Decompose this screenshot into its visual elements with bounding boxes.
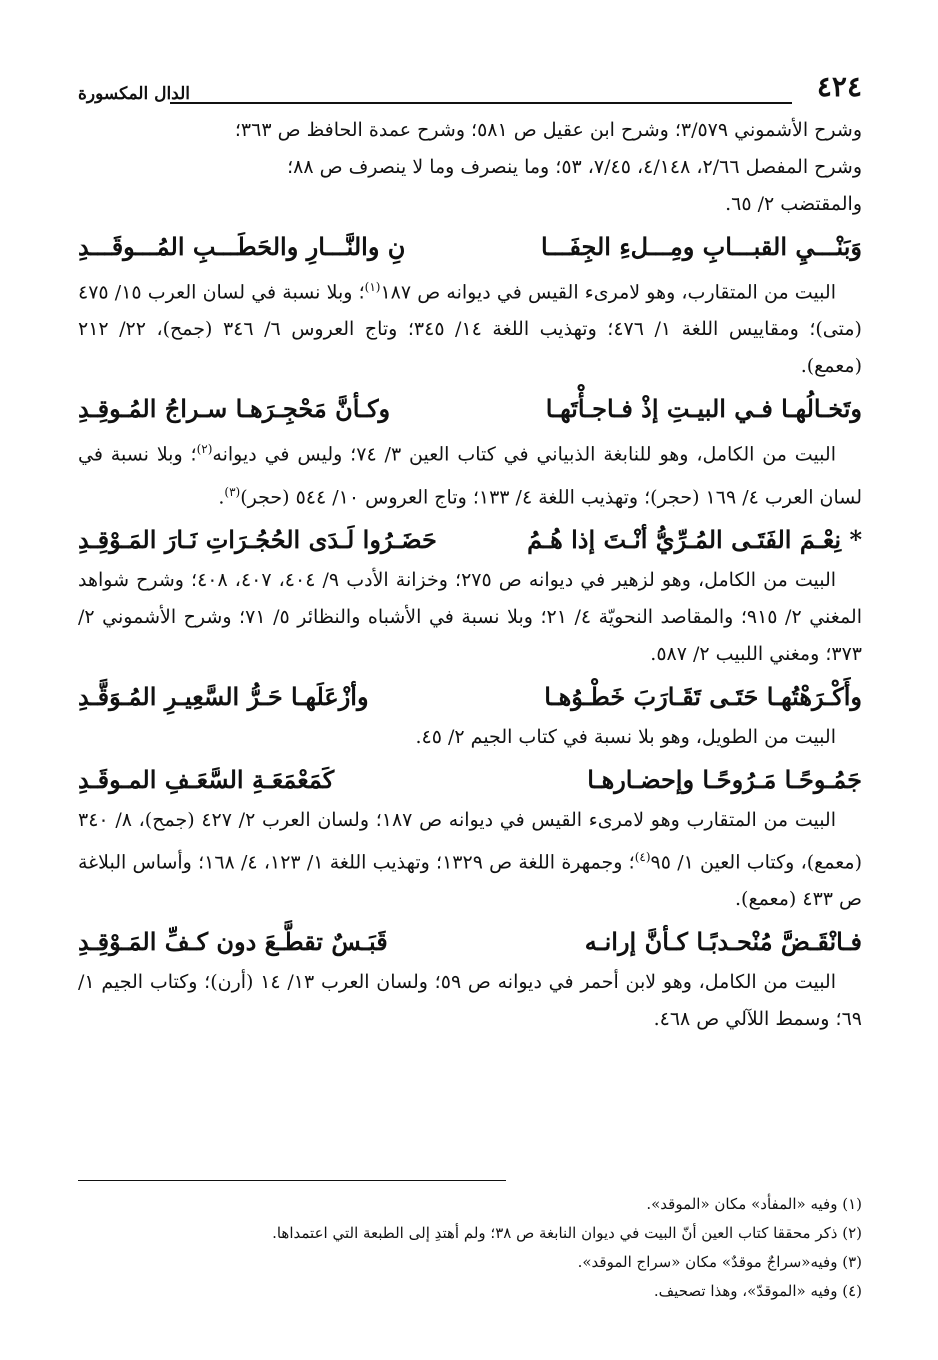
verse-first-hemistich: وَبَنْـــيِ القبـــابِ ومِـــلءِ الجِفَـــا <box>540 232 862 261</box>
verse-second-hemistich: قَبَـسٌ تقطَّـعَ دون كـفِّ المَـوْقِـدِ <box>78 927 388 957</box>
verse-entry <box>78 389 862 516</box>
intro-line: وشرح المفصل ٢/٦٦، ٤/١٤٨، ٧/٤٥، ٥٣؛ وما ينصرف وما لا ينصرف ص ٨٨؛ <box>287 156 862 178</box>
intro-line: وشرح الأشموني ٣/٥٧٩؛ وشرح ابن عقيل ص ٥٨١؛ وشرح عمدة الحافظ ص ٣٦٣؛ <box>234 119 862 141</box>
verse-line <box>78 760 862 800</box>
verse-second-hemistich: كَمَعْمَعَـةِ السَّعَـفِ المـوقَـدِ <box>78 764 335 794</box>
header-rule <box>170 102 792 104</box>
verse-second-hemistich: حَضَـرُوا لَـدَى الحُجُـرَاتِ نَـارَ المَـوْقِـدِ <box>78 524 437 554</box>
verse-first-hemistich: وتَخـالُهـا فـي البيـتِ إذْ فـاجـأْتَهـا <box>545 394 862 424</box>
verse-entry <box>78 520 862 673</box>
verse-second-hemistich: وكـأنَّ مَحْجِـرَهـا سـراجُ المُـوقِـدِ <box>78 394 391 424</box>
verse-line <box>78 389 862 429</box>
verse-line <box>78 922 862 962</box>
verse-commentary: البيت من المتقارب، وهو لامرىء القيس في ديوانه ص ١٨٧$^{(١)}$؛ وبلا نسبة في لسان العرب ١٥/ ٤٧٥ (متى)؛ ومقاييس اللغة ١/ ٤٧٦؛ وتهذيب اللغة ١٤/ ٣٤٥؛ وتاج العروس ٦/ ٣٤٦ (جمح)، ٢٢/ ٢١٢ (معمع). <box>78 280 862 378</box>
footnote: (٢) ذكر محققا كتاب العين أنّ البيت في ديوان النابغة ص ٣٨؛ ولم أهتدِ إلى الطبعة التي اعتمداها. <box>272 1224 862 1242</box>
verse-commentary: البيت من الطويل، وهو بلا نسبة في كتاب الجيم ٢/ ٤٥. <box>415 725 836 748</box>
verse-line <box>78 677 862 717</box>
footnote: (١) وفيه «المفأد» مكان «الموقد». <box>646 1195 862 1213</box>
book-page <box>78 62 862 1038</box>
footnote-mark[interactable]: (١) <box>364 280 381 294</box>
verse-entry <box>78 227 862 385</box>
verse-second-hemistich: نِ والنَّـــارِ والحَطَـــبِ المُـــوقَـــدِ <box>78 232 406 261</box>
page-number: ٤٢٤ <box>816 70 862 103</box>
footnote: (٣) وفيه«سراجٌ موقدٌ» مكان «سراج الموقد». <box>577 1253 862 1271</box>
verse-entry <box>78 760 862 918</box>
verse-first-hemistich: وأَكْـرَهْتُهـا حَتَـى تَقَـارَبَ خَطْـوُهـا <box>544 681 862 711</box>
footnote-mark[interactable]: (٢) <box>196 442 213 457</box>
verse-commentary: البيت من المتقارب وهو لامرىء القيس في ديوانه ص ١٨٧؛ ولسان العرب ٢/ ٤٢٧ (جمح)، ٨/ ٣٤٠ (معمع)، وكتاب العين ١/ ٩٥$^{(٤)}$؛ وجمهرة اللغة ص ١٣٢٩؛ وتهذيب اللغة ١/ ١٢٣، ٤/ ١٦٨؛ وأساس البلاغة ص ٤٣٣ (معمع). <box>78 808 862 911</box>
intro-citation <box>78 112 862 223</box>
verse-entry <box>78 922 862 1038</box>
verse-line <box>78 520 862 560</box>
footnote-mark[interactable]: (٣) <box>224 484 241 499</box>
verse-first-hemistich: فـانْقَـضَّ مُنْحـدبًـا كـأنَّ إرانـه <box>584 927 862 957</box>
verse-first-hemistich: جَمُـوحًـا مَـرُوحًـا وإحضـارهـا <box>587 764 862 794</box>
footnotes <box>78 1190 862 1306</box>
footnote-mark[interactable]: (٤) <box>634 849 651 864</box>
verse-first-hemistich: * نِعْـمَ الفَتَـى المُـرِّيُّ أنْـتَ إذا هُـمُ <box>527 524 862 554</box>
intro-line: والمقتضب ٢/ ٦٥. <box>725 193 862 215</box>
verse-commentary: البيت من الكامل، وهو لابن أحمر في ديوانه ص ٥٩؛ ولسان العرب ١٣/ ١٤ (أرن)؛ وكتاب الجيم ١/ ٦٩؛ وسمط اللآلي ص ٤٦٨. <box>78 971 862 1031</box>
verse-commentary: البيت من الكامل، وهو للنابغة الذبياني في كتاب العين ٣/ ٧٤؛ وليس في ديوانه$^{(٢)}$؛ وبلا نسبة في لسان العرب ٤/ ١٦٩ (حجر)؛ وتهذيب اللغة ٤/ ١٣٣؛ وتاج العروس ١٠/ ٥٤٤ (حجر)$^{(٣)}$. <box>78 442 862 508</box>
running-head <box>78 62 862 106</box>
verse-entry <box>78 677 862 756</box>
verse-line <box>78 227 862 267</box>
footnote-rule <box>78 1180 506 1181</box>
chapter-title: الدال المكسورة <box>78 84 191 104</box>
verse-commentary: البيت من الكامل، وهو لزهير في ديوانه ص ٢٧٥؛ وخزانة الأدب ٩/ ٤٠٤، ٤٠٧، ٤٠٨؛ وشرح شواهد المغني ٢/ ٩١٥؛ والمقاصد النحويّة ٤/ ٢١؛ وبلا نسبة في الأشباه والنظائر ٥/ ٧١؛ وشرح الأشموني ٢/ ٣٧٣؛ ومغني اللبيب ٢/ ٥٨٧. <box>78 568 863 665</box>
verse-second-hemistich: وأزْعَلَهـا حَـرُّ السَّعِيـرِ المُـوَقَّـدِ <box>78 681 369 711</box>
footnote: (٤) وفيه «الموقدّ»، وهذا تصحيف. <box>653 1282 862 1300</box>
